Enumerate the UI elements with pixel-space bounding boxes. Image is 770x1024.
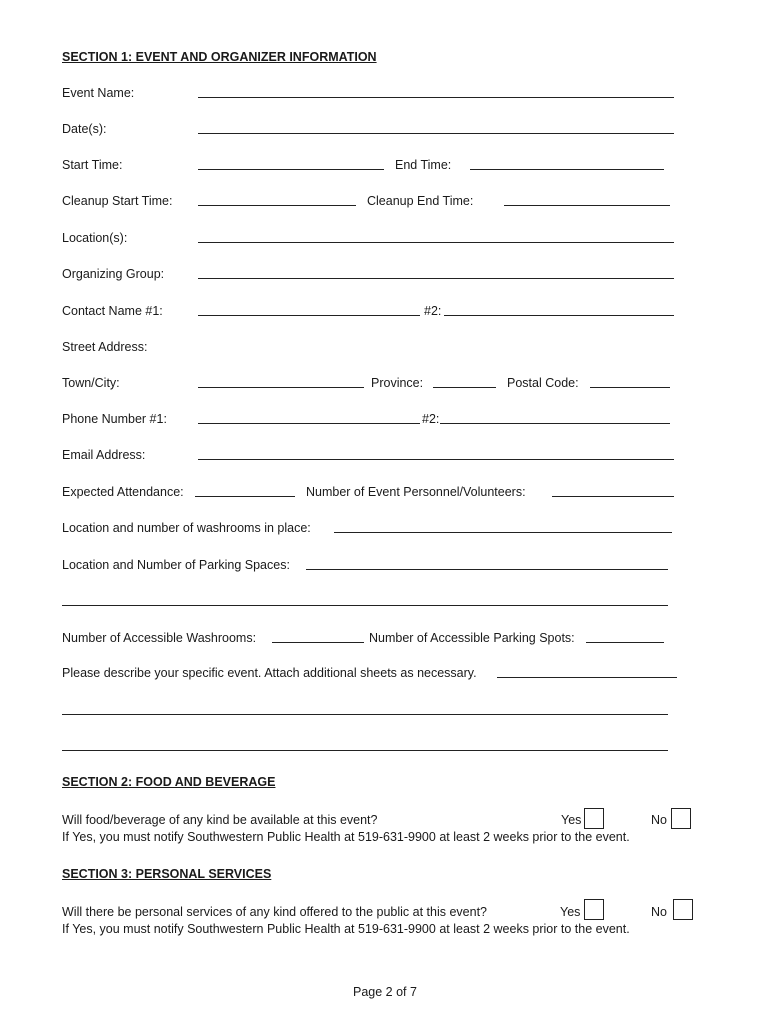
organizing-group-field[interactable] [198, 278, 674, 279]
start-time-field[interactable] [198, 169, 384, 170]
washrooms-field[interactable] [334, 532, 672, 533]
event-name-field[interactable] [198, 97, 674, 98]
cleanup-end-field[interactable] [504, 205, 670, 206]
phone-1-field[interactable] [198, 423, 420, 424]
contact-name-1-field[interactable] [198, 315, 420, 316]
start-time-label: Start Time: [62, 158, 123, 172]
locations-label: Location(s): [62, 231, 128, 245]
town-city-field[interactable] [198, 387, 364, 388]
dates-label: Date(s): [62, 122, 107, 136]
services-no-checkbox[interactable] [673, 899, 693, 920]
postal-code-field[interactable] [590, 387, 670, 388]
services-no-label: No [651, 905, 667, 919]
parking-field-continued[interactable] [62, 605, 668, 606]
phone-2-label: #2: [422, 412, 440, 426]
province-label: Province: [371, 376, 424, 390]
describe-field-line-3[interactable] [62, 750, 668, 751]
end-time-label: End Time: [395, 158, 452, 172]
personnel-label: Number of Event Personnel/Volunteers: [306, 485, 526, 499]
organizing-group-label: Organizing Group: [62, 267, 165, 281]
end-time-field[interactable] [470, 169, 664, 170]
personal-services-question: Will there be personal services of any kind offered to the public at this event? [62, 905, 488, 919]
cleanup-end-label: Cleanup End Time: [367, 194, 474, 208]
town-city-label: Town/City: [62, 376, 120, 390]
section2-heading: SECTION 2: FOOD AND BEVERAGE [62, 775, 276, 789]
personnel-field[interactable] [552, 496, 674, 497]
section3-heading: SECTION 3: PERSONAL SERVICES [62, 867, 272, 881]
accessible-parking-field[interactable] [586, 642, 664, 643]
accessible-parking-label: Number of Accessible Parking Spots: [369, 631, 575, 645]
parking-field[interactable] [306, 569, 668, 570]
expected-attendance-label: Expected Attendance: [62, 485, 184, 499]
parking-label: Location and Number of Parking Spaces: [62, 558, 290, 572]
contact-2-label: #2: [424, 304, 442, 318]
dates-field[interactable] [198, 133, 674, 134]
services-yes-checkbox[interactable] [584, 899, 604, 920]
contact-name-1-label: Contact Name #1: [62, 304, 163, 318]
services-yes-label: Yes [560, 905, 581, 919]
describe-field-line-2[interactable] [62, 714, 668, 715]
describe-field[interactable] [497, 677, 677, 678]
event-name-label: Event Name: [62, 86, 135, 100]
cleanup-start-field[interactable] [198, 205, 356, 206]
contact-2-field[interactable] [444, 315, 674, 316]
food-question: Will food/beverage of any kind be available at this event? [62, 813, 378, 827]
services-note: If Yes, you must notify Southwestern Public Health at 519-631-9900 at least 2 weeks prior to the event. [62, 922, 630, 936]
accessible-washrooms-label: Number of Accessible Washrooms: [62, 631, 257, 645]
email-field[interactable] [198, 459, 674, 460]
food-note: If Yes, you must notify Southwestern Public Health at 519-631-9900 at least 2 weeks prior to the event. [62, 830, 630, 844]
province-field[interactable] [433, 387, 496, 388]
accessible-washrooms-field[interactable] [272, 642, 364, 643]
food-no-label: No [651, 813, 667, 827]
food-yes-label: Yes [561, 813, 582, 827]
phone-1-label: Phone Number #1: [62, 412, 167, 426]
section1-heading: SECTION 1: EVENT AND ORGANIZER INFORMATION [62, 50, 377, 64]
postal-code-label: Postal Code: [507, 376, 579, 390]
washrooms-label: Location and number of washrooms in place: [62, 521, 311, 535]
locations-field[interactable] [198, 242, 674, 243]
food-no-checkbox[interactable] [671, 808, 691, 829]
page-number: Page 2 of 7 [353, 985, 417, 999]
cleanup-start-label: Cleanup Start Time: [62, 194, 173, 208]
email-label: Email Address: [62, 448, 146, 462]
street-address-label: Street Address: [62, 340, 148, 354]
phone-2-field[interactable] [440, 423, 670, 424]
expected-attendance-field[interactable] [195, 496, 295, 497]
food-yes-checkbox[interactable] [584, 808, 604, 829]
describe-label: Please describe your specific event. Attach additional sheets as necessary. [62, 666, 477, 680]
